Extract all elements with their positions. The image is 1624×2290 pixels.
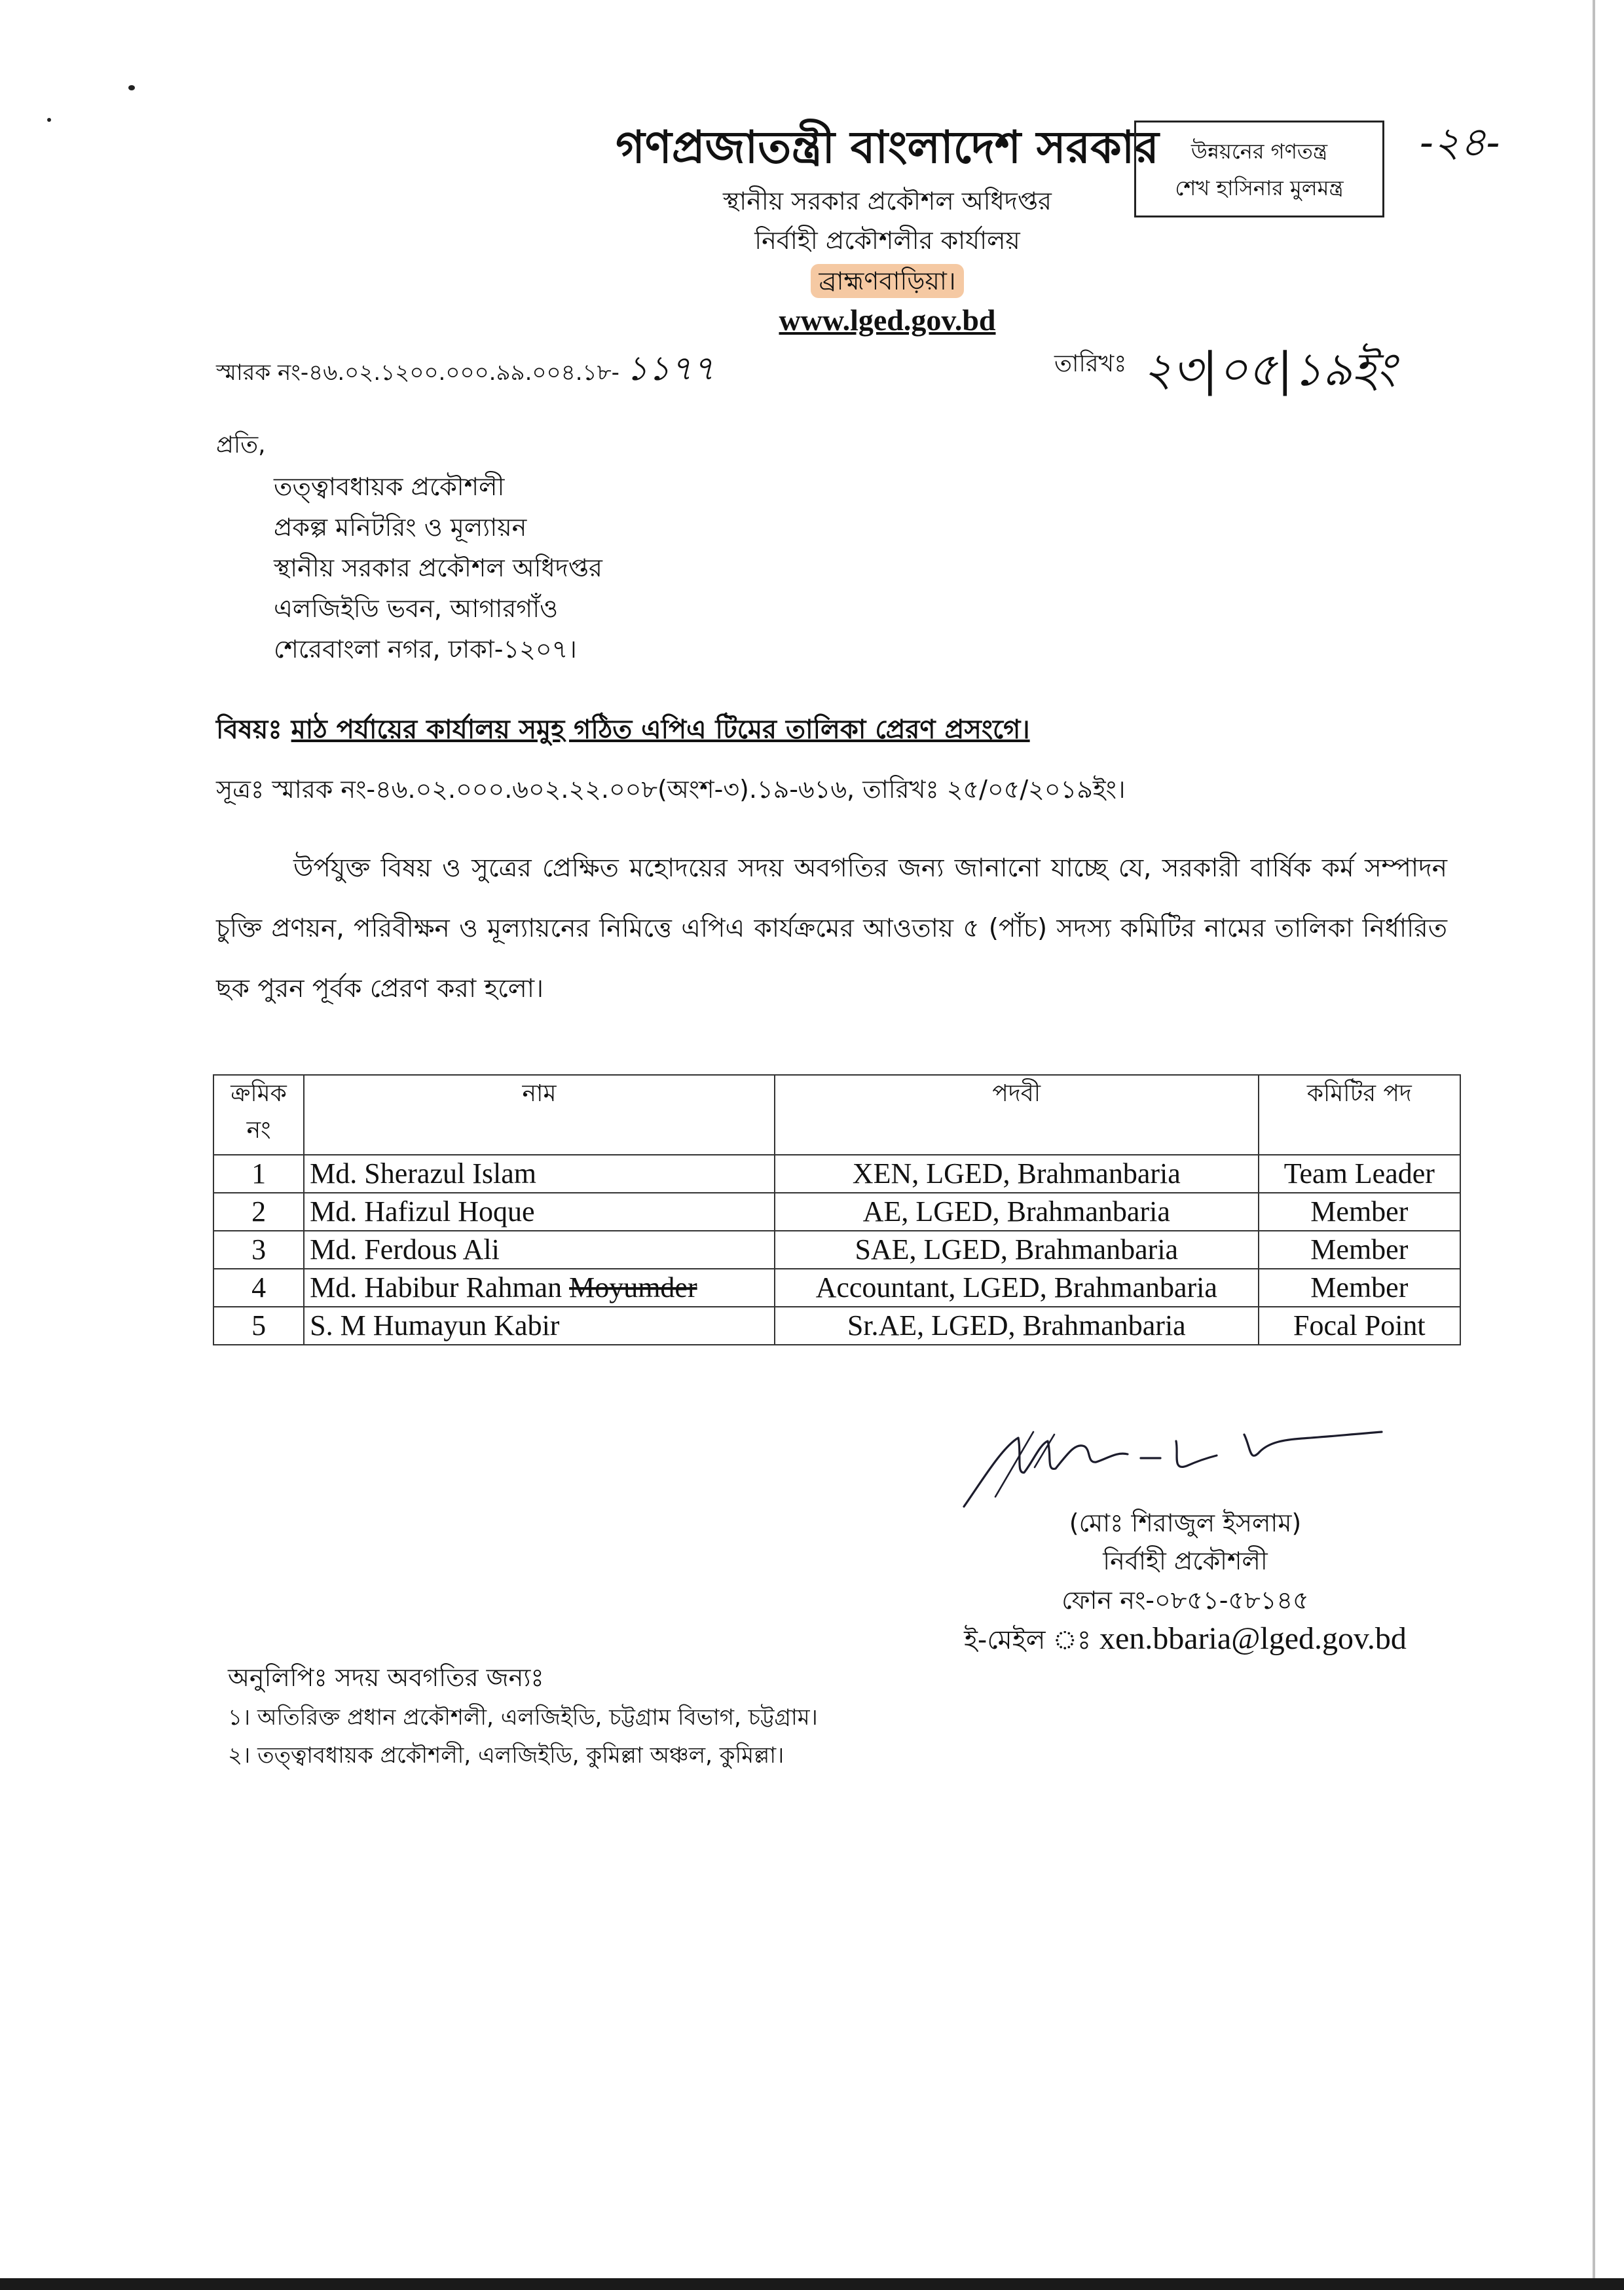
slogan-box xyxy=(1134,121,1384,217)
department-name: স্থানীয় সরকার প্রকৌশল অধিদপ্তর xyxy=(723,187,1052,216)
cell-role: Team Leader xyxy=(1259,1155,1460,1193)
cell-role: Focal Point xyxy=(1259,1307,1460,1345)
subject-line xyxy=(216,709,1030,753)
email-address[interactable]: xen.bbaria@lged.gov.bd xyxy=(1099,1621,1407,1656)
cell-serial: 5 xyxy=(213,1307,304,1345)
header-serial: ক্রমিক নং xyxy=(213,1075,304,1155)
struck-surname: Moyumder xyxy=(569,1271,697,1304)
scan-bottom-edge xyxy=(0,2278,1624,2290)
cell-name: S. M Humayun Kabir xyxy=(304,1307,775,1345)
letterhead-title: গণপ্রজাতন্ত্রী বাংলাদেশ সরকার xyxy=(616,122,1159,174)
signatory-email xyxy=(0,1619,1624,1663)
district-highlight: ব্রাহ্মণবাড়িয়া। xyxy=(811,264,963,298)
header-name: নাম xyxy=(304,1075,775,1155)
to-label: প্রতি, xyxy=(216,432,266,459)
cell-name-text: Md. Habibur Rahman xyxy=(310,1271,570,1304)
memo-number xyxy=(216,342,714,399)
scan-edge-line xyxy=(1593,0,1595,2290)
body-paragraph: উর্পযুক্ত বিষয় ও সুত্রের প্রেক্ষিত মহোদয়ের সদয় অবগতির জন্য জানানো যাচ্ছে যে, সরকারী বার্ষিক কর্ম সম্পাদন চুক্তি প্রণয়ন, পরিবীক্ষন ও মূল্যায়নের নিমিত্তে এপিএ কার্যক্রমের আওতায় ৫ (পাঁচ) সদস্য কমিটির নামের তালিকা নির্ধারিত ছক পুরন পূর্বক প্রেরণ করা হলো। xyxy=(216,854,1447,1004)
district-name xyxy=(0,262,1624,304)
copy-item: ১। অতিরিক্ত প্রধান প্রকৌশলী, এলজিইডি, চট্টগ্রাম বিভাগ, চট্টগ্রাম। xyxy=(228,1704,818,1731)
signatory-name: (মোঃ শিরাজুল ইসলাম) xyxy=(1069,1509,1302,1537)
cell-designation: SAE, LGED, Brahmanbaria xyxy=(775,1231,1259,1269)
cell-designation: Sr.AE, LGED, Brahmanbaria xyxy=(775,1307,1259,1345)
handwritten-signature xyxy=(956,1408,1401,1520)
copy-item: ২। তত্ত্বাবধায়ক প্রকৌশলী, এলজিইডি, কুমিল্লা অঞ্চল, কুমিল্লা। xyxy=(228,1742,784,1769)
office-name: নির্বাহী প্রকৌশলীর কার্যালয় xyxy=(754,226,1020,255)
cell-serial: 4 xyxy=(213,1269,304,1307)
table-row xyxy=(213,1193,1460,1231)
cell-role: Member xyxy=(1259,1193,1460,1231)
email-label: ই-মেইল ঃ xyxy=(964,1625,1092,1655)
cell-serial: 2 xyxy=(213,1193,304,1231)
table-row xyxy=(213,1231,1460,1269)
table-row xyxy=(213,1307,1460,1345)
recipient-line: এলজিইডি ভবন, আগারগাঁও xyxy=(274,594,559,623)
cell-role: Member xyxy=(1259,1231,1460,1269)
header-designation: পদবী xyxy=(775,1075,1259,1155)
committee-table xyxy=(213,1074,1461,1345)
recipient-line: প্রকল্প মনিটরিং ও মূল্যায়ন xyxy=(274,513,527,542)
website-link[interactable]: www.lged.gov.bd xyxy=(779,303,996,337)
memo-handwritten-number: ১১৭৭ xyxy=(625,349,715,388)
copy-heading: অনুলিপিঃ সদয় অবগতির জন্যঃ xyxy=(228,1663,544,1692)
recipient-line: স্থানীয় সরকার প্রকৌশল অধিদপ্তর xyxy=(274,554,602,582)
subject-label: বিষয়ঃ xyxy=(216,715,282,745)
cell-name xyxy=(304,1269,775,1307)
cell-name: Md. Ferdous Ali xyxy=(304,1231,775,1269)
cell-name: Md. Sherazul Islam xyxy=(304,1155,775,1193)
slogan-line-1: উন্নয়নের গণতন্ত্র xyxy=(1190,139,1328,164)
table-row xyxy=(213,1269,1460,1307)
cell-serial: 3 xyxy=(213,1231,304,1269)
table-row xyxy=(213,1155,1460,1193)
header-role: কমিটির পদ xyxy=(1259,1075,1460,1155)
cell-role: Member xyxy=(1259,1269,1460,1307)
page-number: -২৪- xyxy=(1420,118,1500,166)
cell-designation: Accountant, LGED, Brahmanbaria xyxy=(775,1269,1259,1307)
cell-serial: 1 xyxy=(213,1155,304,1193)
cell-designation: AE, LGED, Brahmanbaria xyxy=(775,1193,1259,1231)
cell-designation: XEN, LGED, Brahmanbaria xyxy=(775,1155,1259,1193)
subject-text: মাঠ পর্যায়ের কার্যালয় সমুহ গঠিত এপিএ টিমের তালিকা প্রেরণ প্রসংগে। xyxy=(291,715,1030,745)
scan-speck xyxy=(128,85,135,90)
reference-line: সূত্রঃ স্মারক নং-৪৬.০২.০০০.৬০২.২২.০০৮(অংশ-৩).১৯-৬১৬, তারিখঃ ২৫/০৫/২০১৯ইং। xyxy=(216,775,1126,804)
signatory-designation: নির্বাহী প্রকৌশলী xyxy=(1103,1547,1268,1575)
date-label: তারিখঃ xyxy=(1054,350,1127,377)
signatory-phone: ফোন নং-০৮৫১-৫৮১৪৫ xyxy=(1061,1586,1309,1615)
cell-name: Md. Hafizul Hoque xyxy=(304,1193,775,1231)
table-header-row xyxy=(213,1075,1460,1155)
recipient-line: শেরেবাংলা নগর, ঢাকা-১২০৭। xyxy=(274,635,577,664)
handwritten-date: ২৩|০৫|১৯ইং xyxy=(1143,343,1396,396)
recipient-line: তত্ত্বাবধায়ক প্রকৌশলী xyxy=(274,472,505,501)
memo-label: স্মারক নং-৪৬.০২.১২০০.০০০.৯৯.০০৪.১৮- xyxy=(216,360,619,386)
slogan-line-2: শেখ হাসিনার মুলমন্ত্র xyxy=(1175,176,1344,200)
